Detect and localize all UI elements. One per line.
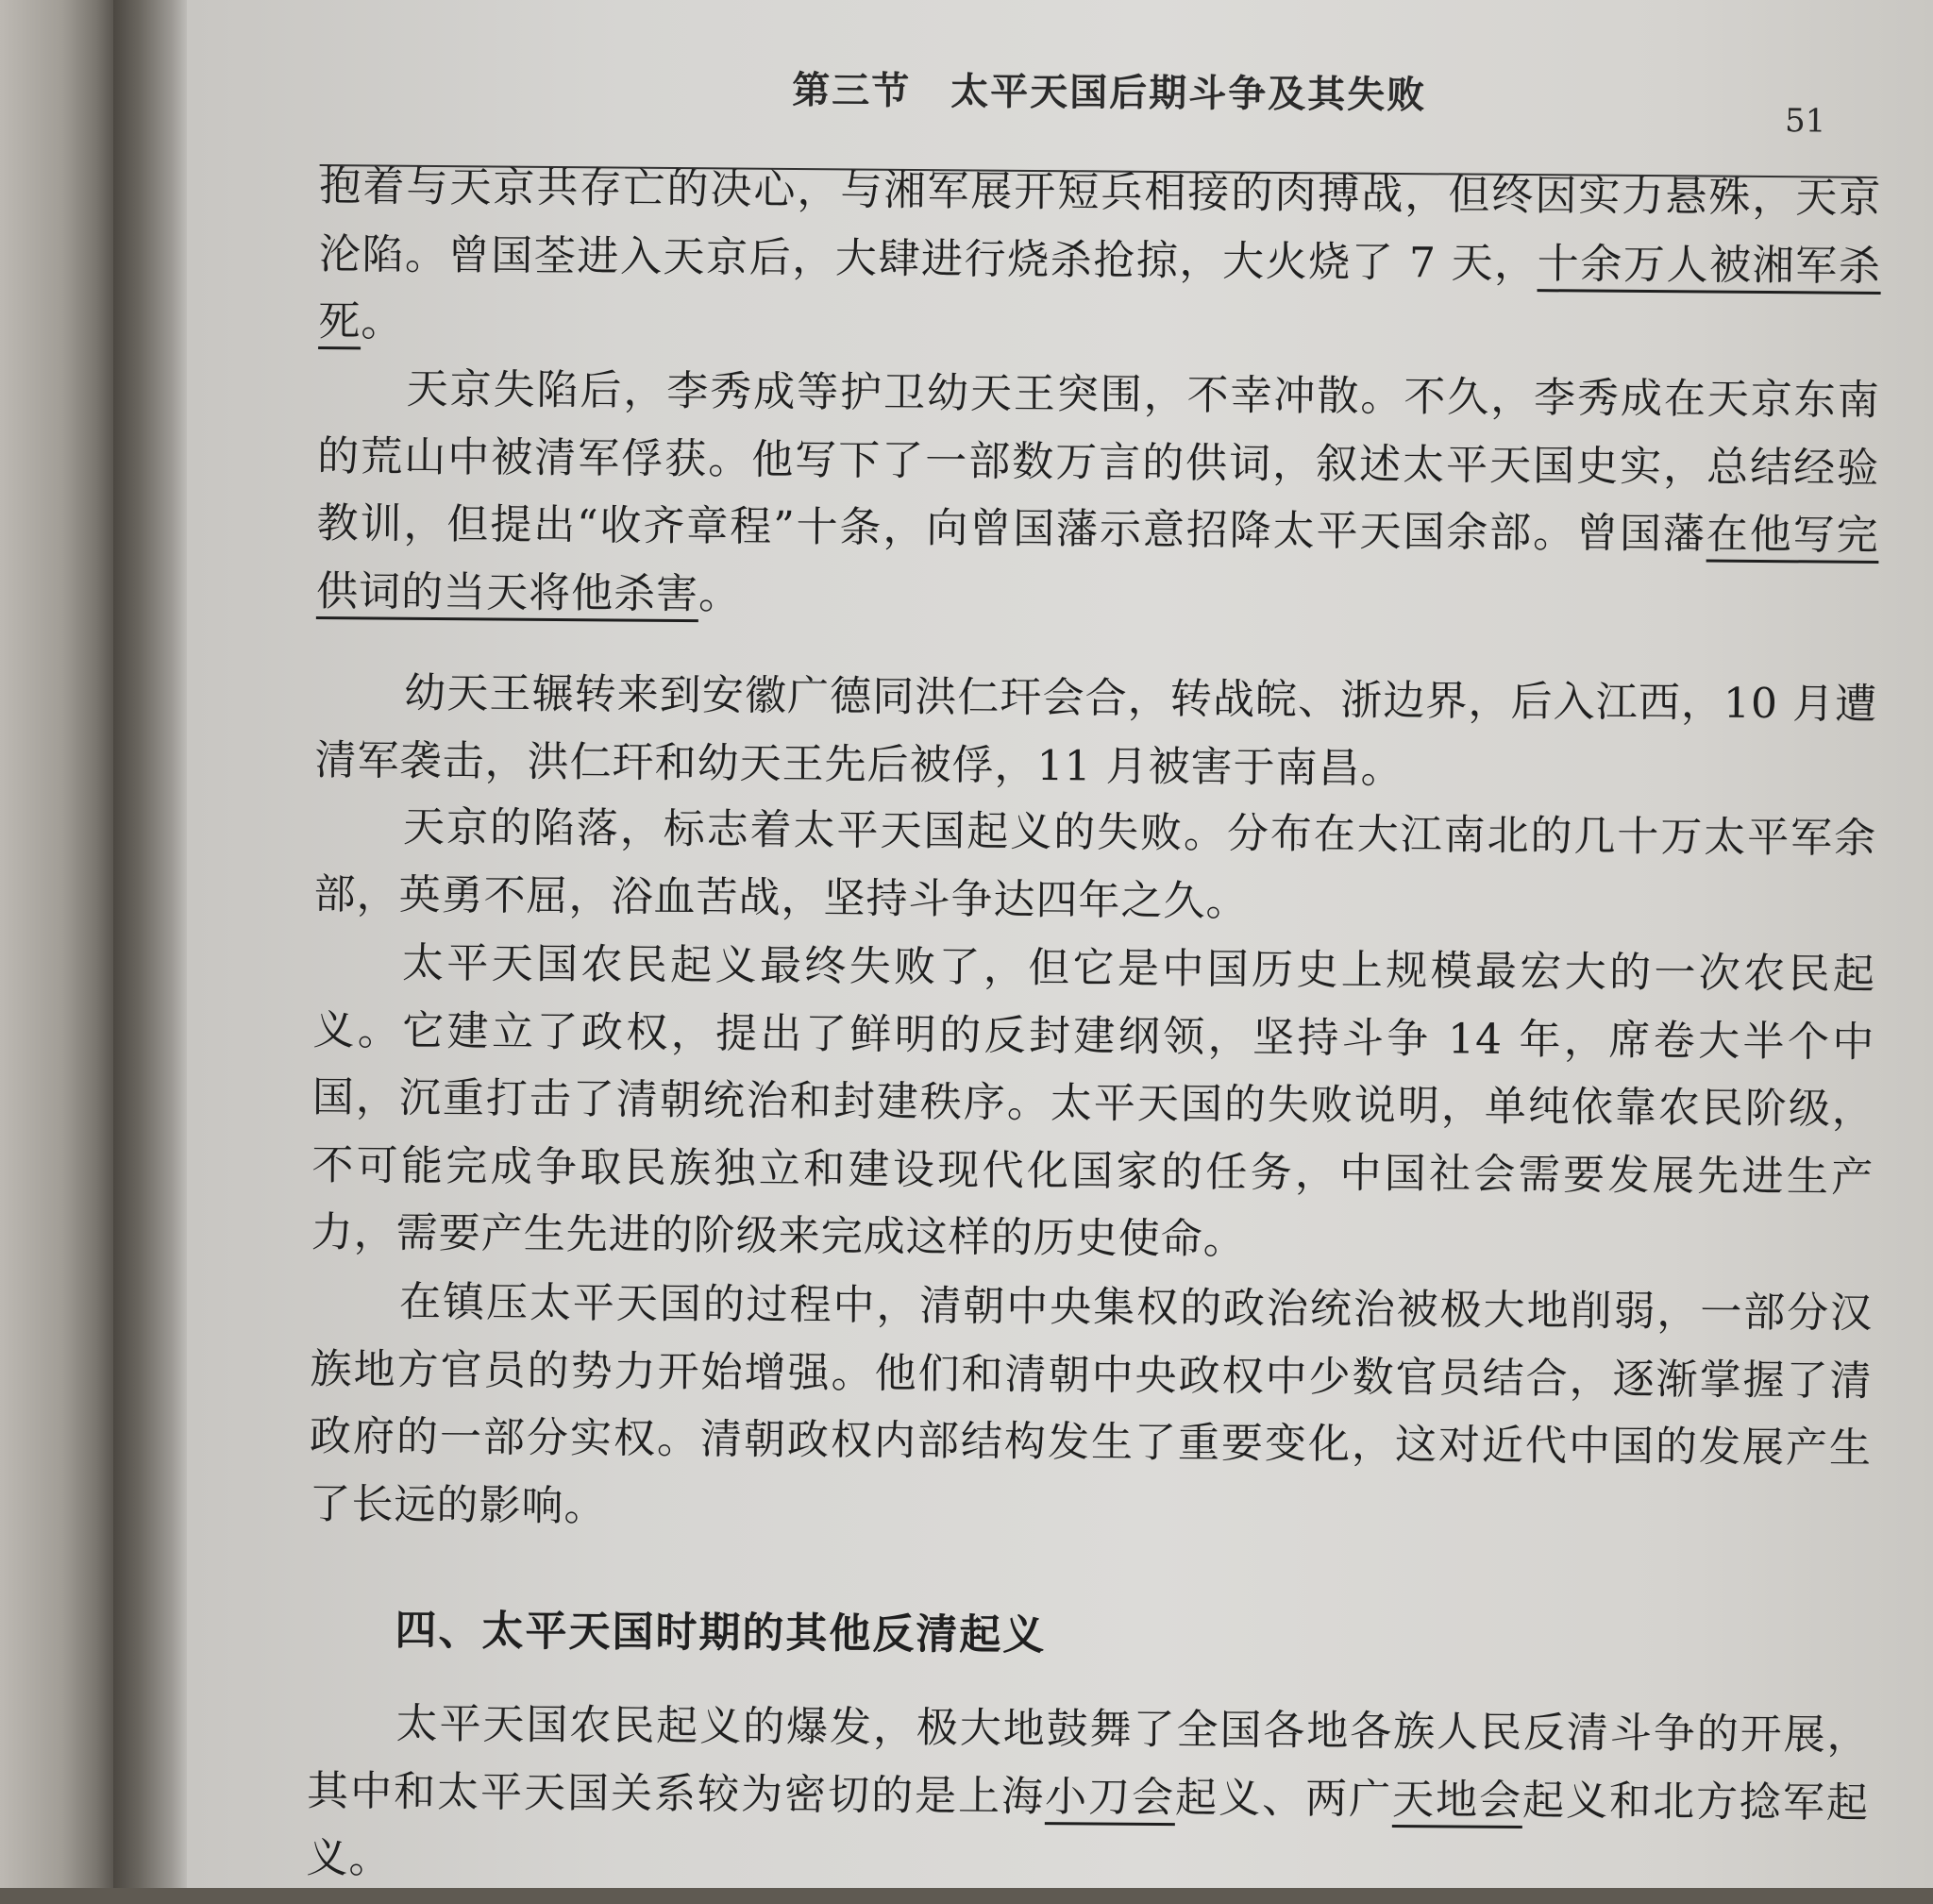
paragraph-7-end: 起义和北方捻军起义。 bbox=[306, 1776, 1870, 1883]
underlined-passage-1: 十余万人被湘军杀死 bbox=[318, 239, 1882, 346]
underlined-term-tiandihui: 天地会 bbox=[1391, 1775, 1523, 1825]
paragraph-6: 在镇压太平天国的过程中，清朝中央集权的政治统治被极大地削弱，一部分汉族地方官员的势力开始增强。他们和清朝中央政权中少数官员结合，逐渐掌握了清政府的一部分实权。清朝政权内部结构发生了重要变化，这对近代中国的发展产生了长远的影响。 bbox=[309, 1277, 1874, 1530]
paragraph-1 bbox=[318, 153, 1882, 367]
paragraph-2-end: 。 bbox=[698, 569, 742, 619]
paragraph-7-text: 太平天国农民起义的爆发，极大地鼓舞了全国各地各族人民反清斗争的开展，其中和太平天国关系较为密切的是上海 bbox=[306, 1699, 1870, 1821]
underlined-term-xiaodaohui: 小刀会 bbox=[1044, 1772, 1176, 1822]
section-heading: 四、太平天国时期的其他反清起义 bbox=[395, 1606, 1047, 1660]
paragraph-4: 天京的陷落，标志着太平天国起义的失败。分布在大江南北的几十万太平军余部，英勇不屈，浴血苦战，坚持斗争达四年之久。 bbox=[313, 802, 1877, 926]
running-header bbox=[320, 57, 1877, 141]
paragraph-7-text-2: 起义、两广 bbox=[1174, 1773, 1393, 1824]
paragraph-2 bbox=[316, 355, 1880, 637]
paragraph-5: 太平天国农民起义最终失败了，但它是中国历史上规模最宏大的一次农民起义。它建立了政权，提出了鲜明的反封建纲领，坚持斗争 14 年，席卷大半个中国，沉重打击了清朝统治和封建秩序。太平天国的失败说明，单纯依靠农民阶级，不可能完成争取民族独立和建设现代化国家的任务，中国社会需要发展先进生产力，需要产生先进的阶级来完成这样的历史使命。 bbox=[311, 938, 1876, 1264]
paragraph-1-end: 。 bbox=[361, 297, 404, 346]
running-title: 第三节 太平天国后期斗争及其失败 bbox=[792, 67, 1427, 118]
paragraph-1-text: 抱着与天京共存亡的决心，与湘军展开短兵相接的肉搏战，但终因实力悬殊，天京沦陷。曾国荃进入天京后，大肆进行烧杀抢掠，大火烧了 7 天， bbox=[318, 161, 1882, 288]
page-number: 51 bbox=[1784, 102, 1826, 141]
paragraph-3: 幼天王辗转来到安徽广德同洪仁玕会合，转战皖、浙边界，后入江西，10 月遭清军袭击，洪仁玕和幼天王先后被俘，11 月被害于南昌。 bbox=[314, 668, 1878, 793]
paragraph-2-text: 天京失陷后，李秀成等护卫幼天王突围，不幸冲散。不久，李秀成在天京东南的荒山中被清军俘获。他写下了一部数万言的供词，叙述太平天国史实，总结经验教训，但提出“收齐章程”十条，向曾国藩示意招降太平天国余部。曾国藩 bbox=[316, 364, 1880, 559]
left-page-edge bbox=[0, 0, 113, 1888]
paragraph-7 bbox=[306, 1690, 1870, 1904]
book-page bbox=[187, 0, 1933, 1888]
book-gutter bbox=[113, 0, 187, 1888]
page-content bbox=[306, 0, 1882, 1900]
underlined-passage-2: 在他写完供词的当天将他杀害 bbox=[315, 510, 1879, 618]
